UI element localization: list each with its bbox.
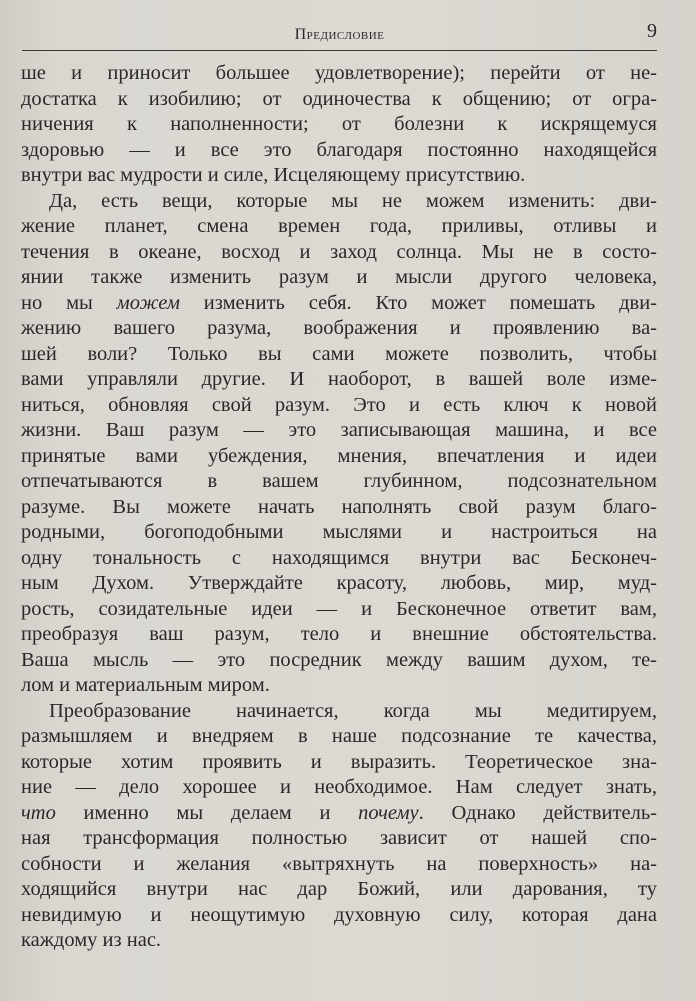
- text-segment: лом и материальным миром.: [21, 674, 270, 696]
- text-segment: внутри вас мудрости и силе, Исцеляющему присутствию.: [21, 164, 526, 186]
- text-segment: преобразуя ваш разум, тело и внешние обстоятельства.: [21, 623, 657, 645]
- italic-emphasis: почему: [358, 801, 419, 824]
- text-line: [21, 189, 657, 215]
- text-segment: разуме. Вы можете начать наполнять свой разум благо-: [21, 495, 657, 518]
- text-line: [21, 877, 657, 903]
- paragraph: [21, 189, 657, 699]
- text-line: [21, 393, 657, 419]
- text-line: [21, 163, 657, 189]
- text-segment: одну тональность с находящимся внутри вас Бесконеч-: [21, 546, 657, 569]
- text-line: [21, 622, 657, 648]
- text-segment: ная трансформация полностью зависит от нашей спо-: [21, 827, 657, 849]
- text-segment: принятые вами убеждения, мнения, впечатления и идеи: [21, 444, 657, 467]
- text-line: [21, 520, 657, 546]
- text-line: [21, 648, 657, 674]
- text-segment: течения в океане, восход и заход солнца. Мы не в состо-: [21, 240, 657, 263]
- text-line: [21, 316, 657, 342]
- text-line: [21, 444, 657, 470]
- text-line: [21, 750, 657, 776]
- text-segment: здоровью — и все это благодаря постоянно находящейся: [21, 138, 657, 161]
- text-segment: но мы: [21, 291, 117, 314]
- text-segment: Ваша мысль — это посредник между вашим духом, те-: [21, 648, 657, 671]
- text-segment: родными, богоподобными мыслями и настроиться на: [21, 521, 657, 543]
- text-line: [21, 61, 657, 87]
- text-segment: изменить себя. Кто может помешать дви-: [179, 291, 657, 314]
- page-number: 9: [647, 20, 657, 42]
- text-segment: ным Духом. Утверждайте красоту, любовь, мир, муд-: [21, 572, 657, 594]
- text-segment: именно мы делаем и: [55, 801, 359, 824]
- text-line: [21, 367, 657, 393]
- text-segment: рость, созидательные идеи — и Бесконечное ответит вам,: [21, 597, 657, 620]
- text-segment: ниться, обновляя свой разум. Это и есть ключ к новой: [21, 393, 657, 416]
- text-line: [21, 699, 657, 725]
- text-line: [21, 469, 657, 495]
- text-segment: ничения к наполненности; от болезни к искрящемуся: [21, 113, 657, 135]
- text-line: [21, 928, 657, 954]
- text-segment: жению вашего разума, воображения и проявлению ва-: [21, 317, 657, 339]
- text-segment: . Однако действитель-: [418, 801, 657, 824]
- italic-emphasis: что: [21, 801, 56, 824]
- text-line: [21, 597, 657, 623]
- text-segment: Да, есть вещи, которые мы не можем изменить: дви-: [49, 189, 657, 212]
- paragraph: [21, 699, 657, 954]
- text-segment: жизни. Ваш разум — это записывающая машина, и все: [21, 419, 657, 441]
- text-segment: вами управляли другие. И наоборот, в вашей воле изме-: [21, 368, 657, 390]
- paragraph: [21, 61, 657, 189]
- body-text: [21, 61, 657, 954]
- text-segment: собности и желания «вытряхнуть на поверхность» на-: [21, 852, 657, 875]
- page-header: [22, 20, 657, 51]
- text-line: [21, 342, 657, 368]
- text-line: [21, 775, 657, 801]
- text-segment: Преобразование начинается, когда мы медитируем,: [49, 699, 657, 722]
- text-segment: жение планет, смена времен года, приливы, отливы и: [21, 215, 657, 237]
- text-line: [21, 546, 657, 572]
- text-segment: янии также изменить разум и мысли другого человека,: [21, 266, 657, 288]
- italic-emphasis: можем: [116, 291, 180, 314]
- running-title: Предисловие: [294, 26, 385, 43]
- text-segment: невидимую и неощутимую духовную силу, которая дана: [21, 903, 657, 926]
- text-segment: шей воли? Только вы сами можете позволить, чтобы: [21, 342, 657, 365]
- text-line: [21, 495, 657, 521]
- text-line: [21, 112, 657, 138]
- text-segment: достатка к изобилию; от одиночества к общению; от огра-: [21, 87, 657, 110]
- text-segment: которые хотим проявить и выразить. Теоретическое зна-: [21, 750, 657, 773]
- text-line: [21, 673, 657, 699]
- text-segment: ходящийся внутри нас дар Божий, или дарования, ту: [21, 878, 657, 900]
- text-line: [21, 801, 657, 827]
- text-line: [21, 826, 657, 852]
- text-segment: ние — дело хорошее и необходимое. Нам следует знать,: [21, 776, 657, 798]
- text-line: [21, 138, 657, 164]
- text-line: [21, 903, 657, 929]
- text-segment: ше и приносит большее удовлетворение); перейти от не-: [21, 62, 657, 84]
- text-line: [21, 87, 657, 113]
- text-segment: отпечатываются в вашем глубинном, подсознательном: [21, 470, 657, 492]
- text-segment: размышляем и внедряем в наше подсознание те качества,: [21, 725, 657, 747]
- text-line: [21, 571, 657, 597]
- text-line: [21, 265, 657, 291]
- text-line: [21, 214, 657, 240]
- text-line: [21, 418, 657, 444]
- text-line: [21, 852, 657, 878]
- text-segment: каждому из нас.: [21, 929, 162, 951]
- text-line: [21, 724, 657, 750]
- text-line: [21, 291, 657, 317]
- text-line: [21, 240, 657, 266]
